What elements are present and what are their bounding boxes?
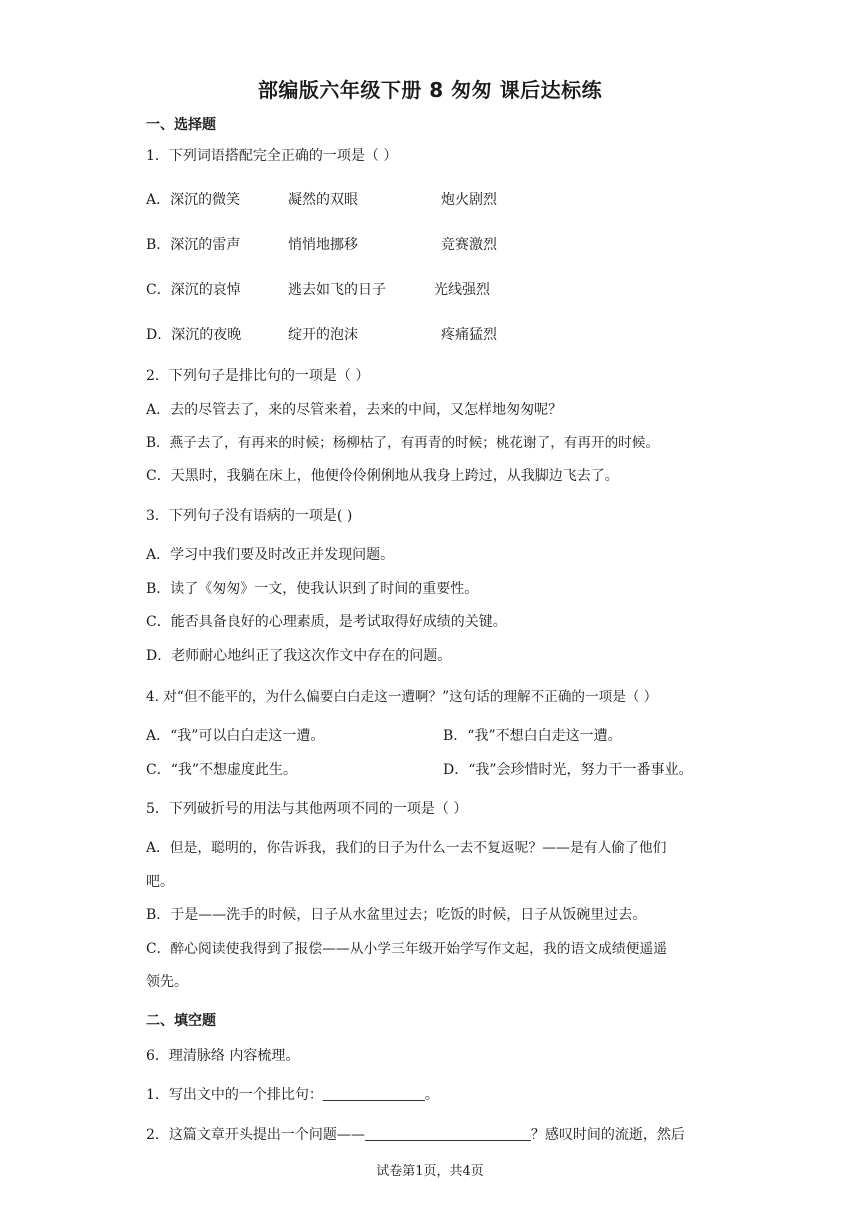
q6-sub-1-suffix: 。: [424, 1087, 439, 1103]
q1-option-b-col2: 悄悄地挪移: [288, 237, 358, 253]
q3-option-d: D．老师耐心地纠正了我这次作文中存在的问题。: [146, 648, 452, 664]
q1-option-b-col1: B．深沉的雷声: [146, 237, 241, 253]
q2-option-c: C．天黑时，我躺在床上，他便伶伶俐俐地从我身上跨过，从我脚边飞去了。: [146, 468, 619, 484]
q1-option-a-col2: 凝然的双眼: [288, 192, 358, 208]
q5-option-b: B．于是——洗手的时候，日子从水盆里过去；吃饭的时候，日子从饭碗里过去。: [146, 907, 647, 923]
q6-sub-1-prompt: 1．写出文中的一个排比句：: [146, 1087, 323, 1103]
q4-option-a: A．“我”可以白白走这一遭。: [146, 728, 325, 744]
page-title: 部编版六年级下册 8 匆匆 课后达标练: [257, 78, 603, 102]
question-3-stem: 3．下列句子没有语病的一项是( ): [146, 508, 353, 524]
q1-option-d-col3: 疼痛猛烈: [441, 327, 497, 343]
section-heading-choice: 一、选择题: [146, 117, 216, 133]
q1-option-c-col2: 逃去如飞的日子: [288, 282, 386, 298]
q4-option-d: D．“我”会珍惜时光，努力干一番事业。: [443, 762, 693, 778]
question-4-stem: 4. 对“但不能平的，为什么偏要白白走这一遭啊？”这句话的理解不正确的一项是（ ）: [146, 689, 658, 705]
question-5-stem: 5．下列破折号的用法与其他两项不同的一项是（ ）: [146, 801, 468, 817]
q5-option-c-line2: 领先。: [146, 974, 188, 990]
q1-option-c-col3: 光线强烈: [434, 282, 490, 298]
q6-sub-2-answer-blank[interactable]: [365, 1126, 531, 1141]
question-1-stem: 1．下列词语搭配完全正确的一项是（ ）: [146, 148, 398, 164]
q6-sub-2-prompt: 2．这篇文章开头提出一个问题——: [146, 1127, 365, 1143]
q1-option-d-col2: 绽开的泡沫: [288, 327, 358, 343]
q4-option-b: B．“我”不想白白走这一遭。: [443, 728, 622, 744]
q1-option-c-col1: C．深沉的哀悼: [146, 282, 241, 298]
q5-option-a-line2: 吧。: [146, 874, 174, 890]
q6-sub-1-answer-blank[interactable]: [323, 1086, 425, 1101]
q6-sub-1: [146, 1085, 720, 1105]
q5-option-a-line1: A．但是，聪明的，你告诉我，我们的日子为什么一去不复返呢？——是有人偷了他们: [146, 840, 667, 856]
page-footer: 试卷第1页，共4页: [376, 1164, 484, 1179]
q1-option-b-col3: 竞赛激烈: [441, 237, 497, 253]
q1-option-a-col1: A．深沉的微笑: [146, 192, 241, 208]
q2-option-b: B．燕子去了，有再来的时候；杨柳枯了，有再青的时候；桃花谢了，有再开的时候。: [146, 435, 659, 451]
q5-option-c-line1: C．醉心阅读使我得到了报偿——从小学三年级开始学写作文起，我的语文成绩便遥遥: [146, 941, 668, 957]
q3-option-a: A．学习中我们要及时改正并发现问题。: [146, 547, 395, 563]
q1-option-d-col1: D．深沉的夜晚: [146, 327, 242, 343]
q6-sub-2: [146, 1125, 720, 1145]
section-heading-fill: 二、填空题: [146, 1013, 216, 1029]
q3-option-c: C．能否具备良好的心理素质，是考试取得好成绩的关键。: [146, 614, 507, 630]
question-2-stem: 2．下列句子是排比句的一项是（ ）: [146, 368, 370, 384]
q1-option-a-col3: 炮火剧烈: [441, 192, 497, 208]
q4-option-c: C．“我”不想虚度此生。: [146, 762, 298, 778]
q3-option-b: B．读了《匆匆》一文，使我认识到了时间的重要性。: [146, 581, 479, 597]
q6-sub-2-suffix: ？感叹时间的流逝，然后: [530, 1127, 685, 1143]
question-6-stem: 6．理清脉络 内容梳理。: [146, 1048, 300, 1064]
q2-option-a: A．去的尽管去了，来的尽管来着，去来的中间，又怎样地匆匆呢？: [146, 402, 563, 418]
